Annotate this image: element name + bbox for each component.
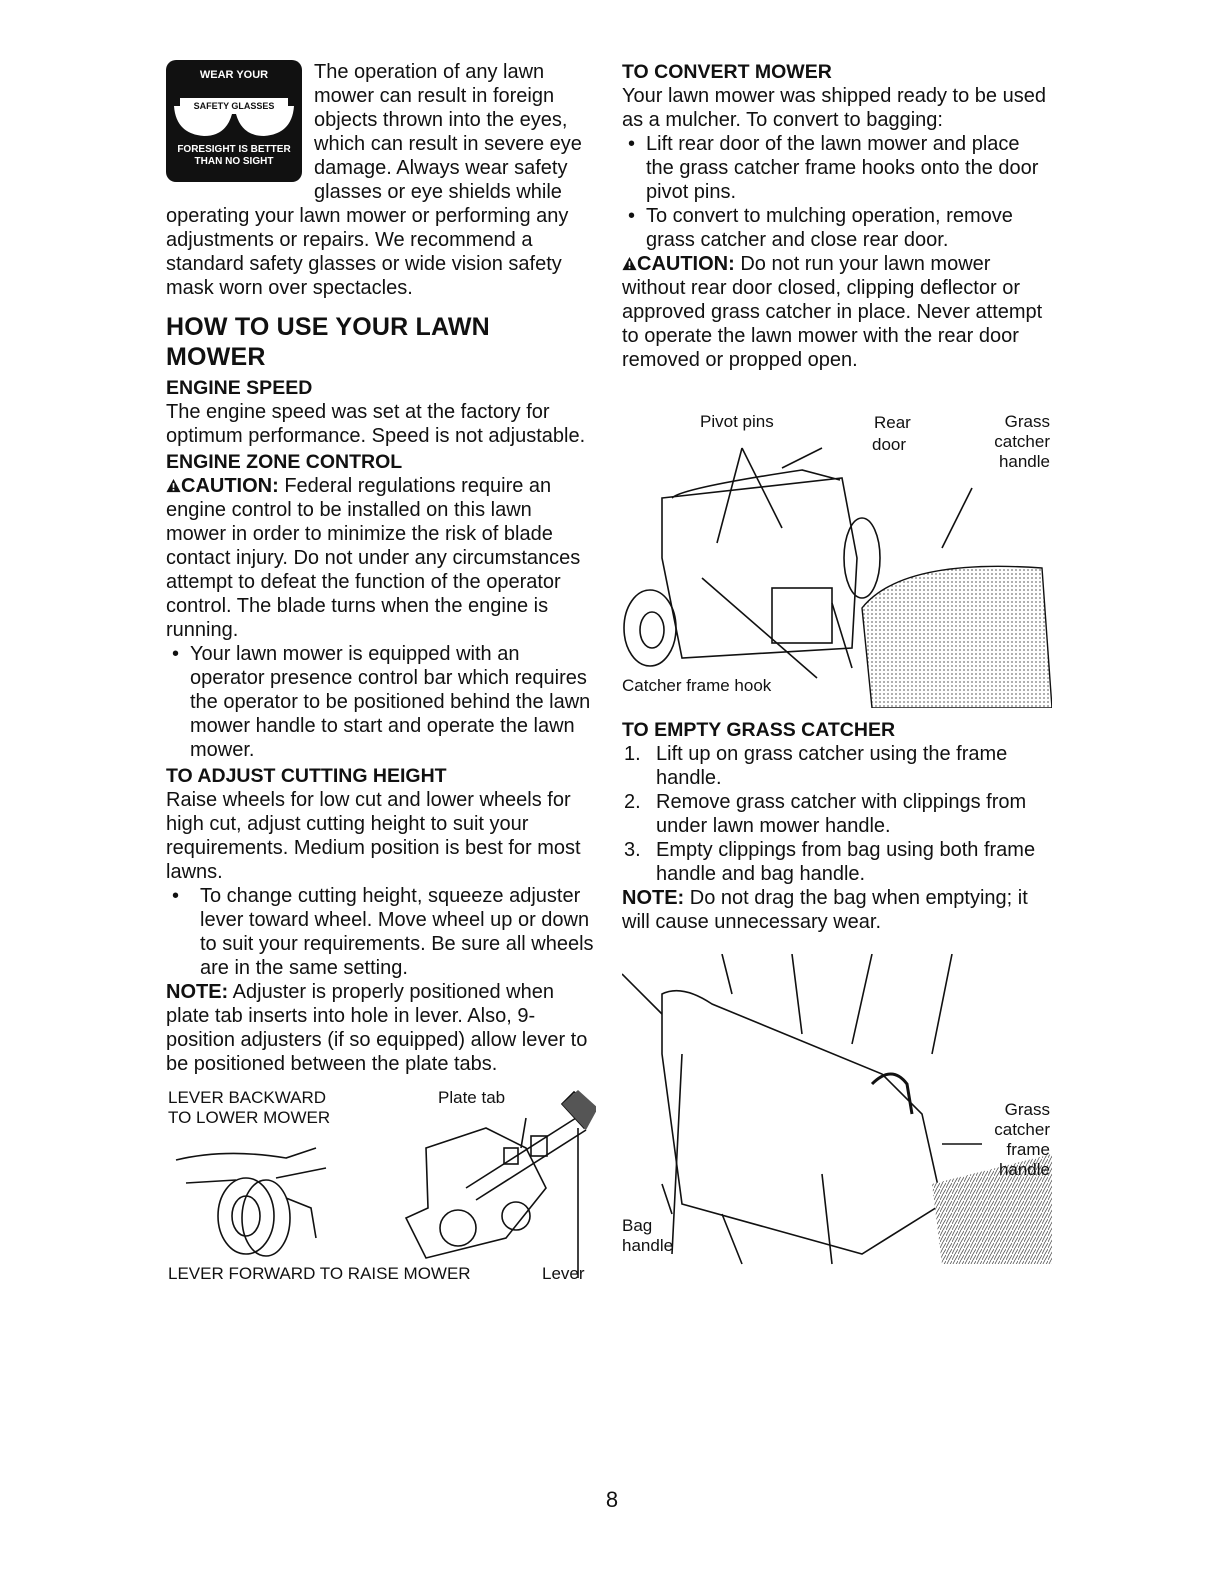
convert-caution — [622, 252, 1052, 372]
list-item: • Lift rear door of the lawn mower and place the grass catcher frame hooks onto the door pivot pins. — [622, 132, 1052, 204]
lever-label: Lever — [542, 1264, 585, 1283]
caution-label: CAUTION: — [637, 253, 735, 275]
warning-triangle-icon — [166, 478, 181, 493]
rear-door-line-1: Rear — [874, 413, 911, 432]
grass-catcher-frame-handle-label — [980, 1100, 1050, 1180]
empty-catcher-figure — [622, 954, 1052, 1274]
badge-line-3a: FORESIGHT IS BETTER — [177, 144, 291, 155]
glasses-icon — [166, 84, 302, 144]
step-text: Remove grass catcher with clippings from under lawn mower handle. — [656, 791, 1027, 837]
cutting-height-heading: TO ADJUST CUTTING HEIGHT — [166, 765, 447, 787]
engine-speed-heading: ENGINE SPEED — [166, 377, 313, 399]
rear-door-line-2: door — [872, 435, 907, 454]
badge-line-2: SAFETY GLASSES — [180, 98, 288, 114]
frame-handle-line-4: handle — [998, 1160, 1050, 1179]
grass-catcher-line-3: handle — [998, 452, 1050, 471]
engine-zone-heading: ENGINE ZONE CONTROL — [166, 451, 403, 473]
list-item — [622, 838, 1052, 886]
lever-backward-label — [168, 1088, 330, 1128]
grass-catcher-line-1: Grass — [1004, 412, 1050, 431]
engine-speed-text: The engine speed was set at the factory for optimum performance. Speed is not adjustable. — [166, 401, 586, 447]
catcher-frame-hook-label: Catcher frame hook — [622, 676, 772, 695]
caution-text: Federal regulations require an engine control to be installed on this lawn mower in order to minimize the risk of blade contact injury. Do not under any circumstances attempt to defeat the function of the operator control. The blade turns when the engine is running. — [166, 475, 581, 641]
empty-steps-list — [622, 742, 1052, 886]
convert-heading: TO CONVERT MOWER — [622, 61, 832, 83]
left-column — [166, 60, 596, 1288]
right-column — [622, 60, 1052, 1274]
bag-handle-label — [622, 1216, 673, 1256]
engine-zone-caution — [166, 474, 596, 642]
plate-tab-label: Plate tab — [438, 1088, 506, 1107]
pivot-pins-label: Pivot pins — [700, 412, 774, 431]
note-label: NOTE: — [166, 981, 229, 1003]
frame-handle-line-2: catcher — [994, 1120, 1050, 1139]
warning-triangle-icon — [622, 256, 637, 271]
step-text: Lift up on grass catcher using the frame handle. — [656, 743, 1008, 789]
bag-handle-line-2: handle — [622, 1236, 674, 1255]
cutting-height-figure — [166, 1088, 596, 1288]
intro-paragraph: The operation of any lawn mower can result in foreign objects thrown into the eyes, which can result in severe eye damage. Always wear safety glasses or eye shields while operating your lawn mower or performing any adjustments or repairs. We recommend a standard safety glasses or wide vision safety mask worn over spectacles. — [166, 61, 582, 299]
lever-backward-line-2: TO LOWER MOWER — [168, 1108, 331, 1127]
list-item — [622, 742, 1052, 790]
cutting-height-text: Raise wheels for low cut and lower wheels for high cut, adjust cutting height to suit your requirements. Medium position is best for most lawns. — [166, 789, 581, 883]
step-text: Empty clippings from bag using both frame handle and bag handle. — [656, 839, 1036, 885]
engine-zone-list — [166, 642, 596, 762]
list-item: • Your lawn mower is equipped with an operator presence control bar which requires the operator to be positioned behind the lawn mower handle to start and operate the lawn mower. — [166, 642, 596, 762]
lever-forward-label: LEVER FORWARD TO RAISE MOWER — [168, 1264, 471, 1283]
frame-handle-line-3: frame — [1006, 1140, 1050, 1159]
grass-catcher-line-2: catcher — [994, 432, 1050, 451]
note-label: NOTE: — [622, 887, 685, 909]
list-item: • To convert to mulching operation, remove grass catcher and close rear door. — [622, 204, 1052, 252]
cutting-height-note — [166, 980, 596, 1076]
rear-door-label — [874, 412, 911, 456]
grass-catcher-figure — [622, 408, 1052, 708]
grass-catcher-handle-label — [982, 412, 1050, 472]
step-number: 3. — [624, 839, 641, 861]
convert-text: Your lawn mower was shipped ready to be used as a mulcher. To convert to bagging: — [622, 85, 1046, 131]
how-to-title: HOW TO USE YOUR LAWN MOWER — [166, 313, 490, 371]
cutting-height-list — [166, 884, 596, 980]
caution-label: CAUTION: — [181, 475, 279, 497]
page-number: 8 — [605, 1487, 619, 1512]
frame-handle-line-1: Grass — [1004, 1100, 1050, 1119]
badge-line-1: WEAR YOUR — [199, 69, 269, 81]
badge-line-3b: THAN NO SIGHT — [194, 156, 274, 167]
convert-list — [622, 132, 1052, 252]
caution-text: Do not run your lawn mower without rear door closed, clipping deflector or approved grass catcher in place. Never attempt to operate the lawn mower with the rear door removed or propped open. — [622, 253, 1043, 371]
note-text: Do not drag the bag when emptying; it will cause unnecessary wear. — [622, 887, 1028, 933]
list-item — [622, 790, 1052, 838]
list-item: • To change cutting height, squeeze adjuster lever toward wheel. Move wheel up or down to suit your requirements. Be sure all wheels are in the same setting. — [166, 884, 596, 980]
note-text: Adjuster is properly positioned when plate tab inserts into hole in lever. Also, 9-position adjusters (if so equipped) allow lever to be positioned between the plate tabs. — [166, 981, 588, 1075]
bag-handle-line-1: Bag — [622, 1216, 653, 1235]
safety-glasses-badge — [166, 60, 302, 182]
step-number: 1. — [624, 743, 641, 765]
step-number: 2. — [624, 791, 641, 813]
lever-backward-line-1: LEVER BACKWARD — [168, 1088, 327, 1107]
empty-note — [622, 886, 1052, 934]
empty-catcher-heading: TO EMPTY GRASS CATCHER — [622, 719, 896, 741]
badge-line-3 — [166, 144, 302, 168]
